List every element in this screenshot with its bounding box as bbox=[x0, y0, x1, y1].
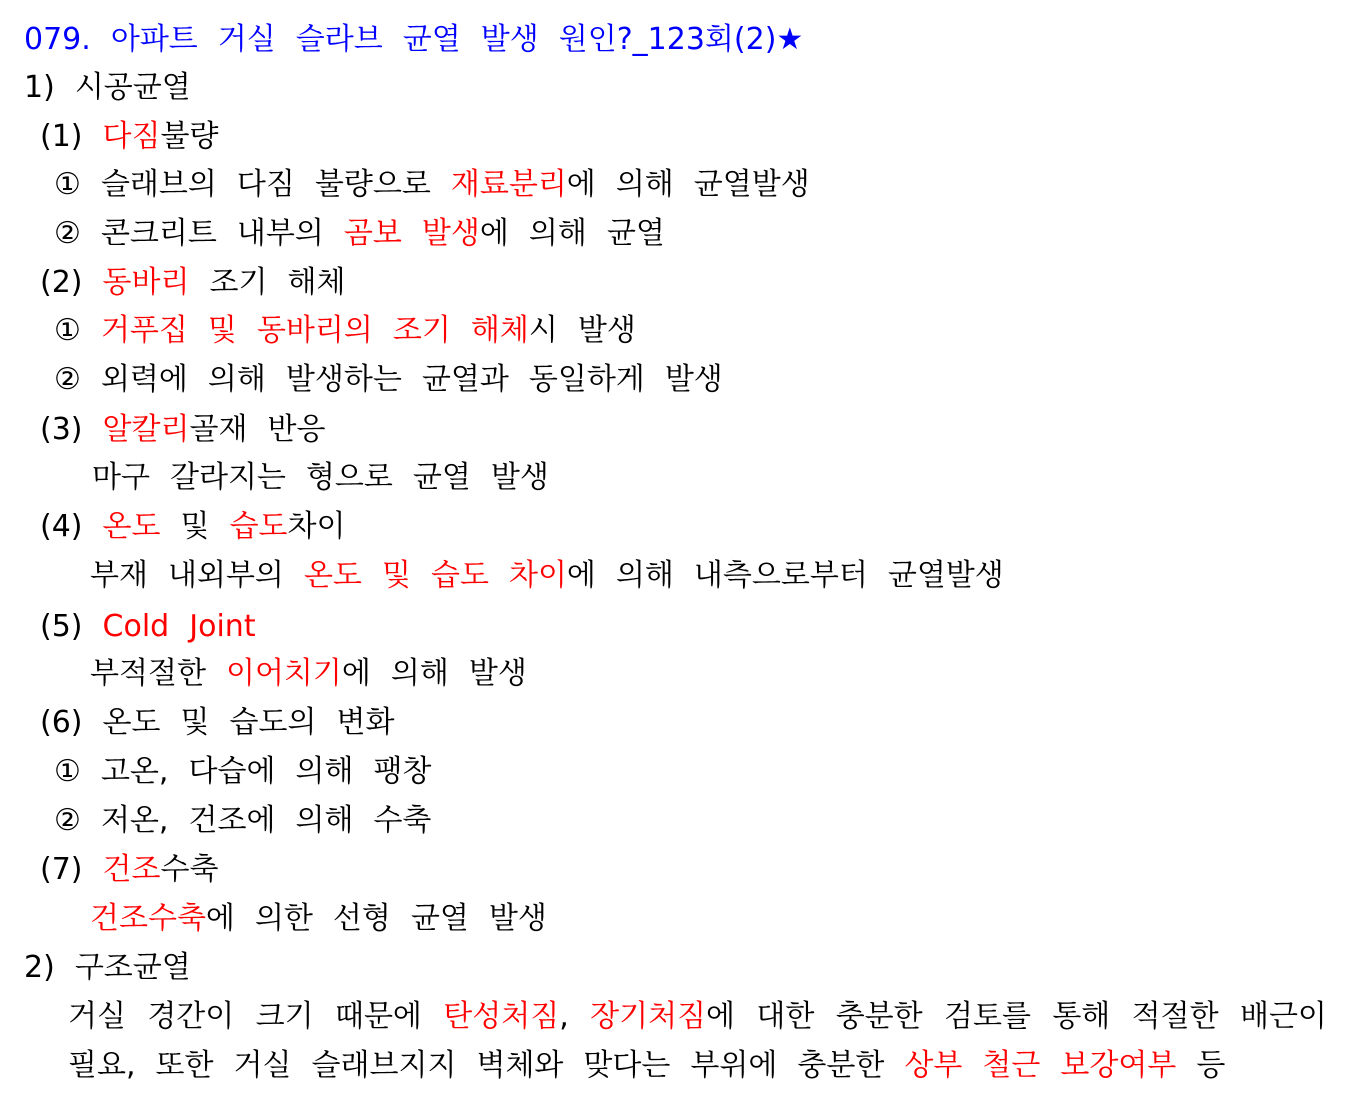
item-number: (6) bbox=[40, 705, 83, 740]
circled-marker: ① bbox=[54, 313, 81, 348]
word: 경간이 bbox=[147, 999, 235, 1034]
item-3-detail bbox=[92, 453, 549, 502]
item-number: (4) bbox=[40, 509, 83, 544]
subitem-1-1 bbox=[54, 160, 810, 209]
word: 충분한 bbox=[835, 999, 923, 1034]
text: 부재 내외부의 bbox=[90, 558, 304, 593]
circled-marker: ② bbox=[54, 362, 81, 397]
item-alkali-aggregate bbox=[40, 405, 325, 454]
text: 콘크리트 내부의 bbox=[100, 216, 344, 251]
item-4-detail bbox=[90, 551, 1004, 600]
item-cold-joint bbox=[40, 602, 256, 651]
item-5-detail bbox=[90, 649, 527, 698]
text: 에 의해 균열 bbox=[479, 216, 665, 251]
item-number: (7) bbox=[40, 852, 83, 887]
item-number: (2) bbox=[40, 265, 83, 300]
subitem-1-2 bbox=[54, 209, 665, 258]
text: 및 bbox=[160, 509, 230, 544]
circled-marker: ② bbox=[54, 803, 81, 838]
item-number: (3) bbox=[40, 412, 83, 447]
item-number: (5) bbox=[40, 609, 83, 644]
word-group bbox=[443, 992, 568, 1041]
subitem-6-2 bbox=[54, 796, 431, 845]
highlight-text: 온도 및 습도 차이 bbox=[303, 558, 567, 593]
text: 고온, 다습에 의해 팽창 bbox=[100, 754, 432, 789]
subitem-2-1 bbox=[54, 306, 636, 355]
item-text: 수축 bbox=[160, 852, 219, 887]
highlight-text: 재료분리 bbox=[450, 167, 567, 202]
highlight-text: 온도 bbox=[102, 509, 161, 544]
text: 에 의해 균열발생 bbox=[566, 167, 810, 202]
highlight-text: 건조수축 bbox=[90, 901, 206, 936]
item-number: (1) bbox=[40, 119, 83, 154]
text: 필요, 또한 거실 슬래브지지 벽체와 맞다는 부위에 충분한 bbox=[68, 1048, 905, 1083]
word: 거실 bbox=[68, 999, 126, 1034]
circled-marker: ① bbox=[54, 167, 81, 202]
word: 적절한 bbox=[1131, 999, 1219, 1034]
section-heading-construction-cracks: 1) 시공균열 bbox=[24, 70, 191, 105]
text: 에 bbox=[706, 999, 736, 1034]
word-group bbox=[590, 992, 735, 1041]
item-drying-shrinkage bbox=[40, 845, 218, 894]
text: 에 의해 내측으로부터 균열발생 bbox=[566, 558, 1004, 593]
text: 외력에 의해 발생하는 균열과 동일하게 발생 bbox=[100, 362, 723, 397]
text: 슬래브의 다짐 불량으로 bbox=[100, 167, 451, 202]
text: , bbox=[559, 999, 569, 1034]
structural-paragraph-line-2 bbox=[68, 1041, 1225, 1090]
item-temperature-humidity-change bbox=[40, 698, 395, 747]
text: 에 의한 선형 균열 발생 bbox=[205, 901, 547, 936]
item-compaction bbox=[40, 112, 218, 161]
subitem-6-1 bbox=[54, 747, 431, 796]
highlight-text: 장기처짐 bbox=[590, 999, 707, 1034]
highlight-text: 곰보 발생 bbox=[343, 216, 480, 251]
highlight-text: 알칼리 bbox=[102, 412, 190, 447]
question-title: 079. 아파트 거실 슬라브 균열 발생 원인?_123회(2)★ bbox=[24, 22, 804, 57]
subitem-2-2 bbox=[54, 355, 723, 404]
highlight-text: 거푸집 및 동바리의 조기 해체 bbox=[100, 313, 529, 348]
word: 때문에 bbox=[334, 999, 422, 1034]
text: 에 의해 발생 bbox=[341, 656, 527, 691]
item-text: 조기 해체 bbox=[189, 265, 346, 300]
highlight-text: 탄성처짐 bbox=[443, 999, 560, 1034]
item-text: 온도 및 습도의 변화 bbox=[102, 705, 395, 740]
highlight-text: 건조 bbox=[102, 852, 161, 887]
text: 저온, 건조에 의해 수축 bbox=[100, 803, 432, 838]
word: 배근이 bbox=[1239, 999, 1327, 1034]
highlight-text: 이어치기 bbox=[225, 656, 342, 691]
section-heading-structural-cracks: 2) 구조균열 bbox=[24, 950, 191, 985]
highlight-text: 다짐 bbox=[102, 119, 161, 154]
circled-marker: ② bbox=[54, 216, 81, 251]
item-text: 불량 bbox=[160, 119, 219, 154]
circled-marker: ① bbox=[54, 754, 81, 789]
item-text: 차이 bbox=[287, 509, 346, 544]
highlight-text: 습도 bbox=[229, 509, 288, 544]
text: 시 발생 bbox=[528, 313, 636, 348]
structural-paragraph-line-1 bbox=[68, 992, 1327, 1041]
word: 검토를 bbox=[944, 999, 1031, 1034]
text: 마구 갈라지는 형으로 균열 발생 bbox=[92, 460, 549, 495]
highlight-text: 동바리 bbox=[102, 265, 190, 300]
text: 부적절한 bbox=[90, 656, 226, 691]
text: 등 bbox=[1176, 1048, 1226, 1083]
highlight-text: 상부 철근 보강여부 bbox=[904, 1048, 1177, 1083]
word: 통해 bbox=[1052, 999, 1111, 1034]
highlight-text: Cold Joint bbox=[102, 609, 256, 644]
item-7-detail bbox=[90, 894, 547, 943]
word: 대한 bbox=[756, 999, 815, 1034]
item-shoring-removal bbox=[40, 258, 346, 307]
item-temperature-humidity-difference bbox=[40, 502, 346, 551]
word: 크기 bbox=[255, 999, 314, 1034]
item-text: 골재 반응 bbox=[189, 412, 326, 447]
